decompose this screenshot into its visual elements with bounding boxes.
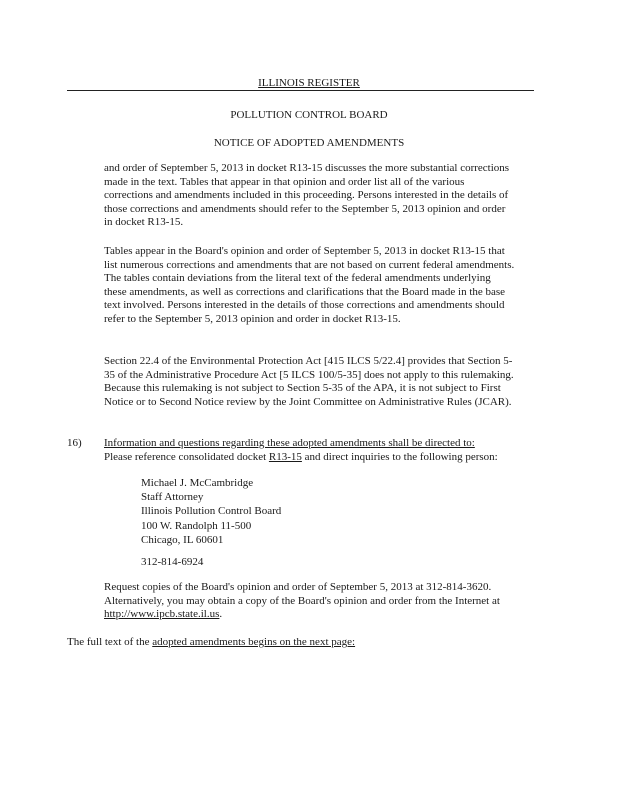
body-paragraph-3: Section 22.4 of the Environmental Protection Act [415 ILCS 5/22.4] provides that Section 5-35 of the Administrative Procedure Act [5 ILCS 100/5-35] does not apply to this rulemaking. Because this rulemaking is not subject to Section 5-35 of the APA, it is not subject to First Notice or to Second Notice review by the Joint Committee on Administrative Rules (JCAR).	[104, 355, 514, 408]
contact-city: Chicago, IL 60601	[141, 533, 224, 546]
item-number: 16)	[67, 437, 82, 449]
body-paragraph-2: Tables appear in the Board's opinion and order of September 5, 2013 in docket R13-15 that list numerous corrections and amendments that are not based on current federal amendments. The tables contain deviations from the literal text of the federal amendments underlying these amendments, as well as corrections and clarifications that the Board made in the base text involved. Persons interested in the details of those corrections and amendments should refer to the September 5, 2013 opinion and order in docket R13-15.	[104, 245, 515, 325]
docket-number: R13-15	[268, 450, 302, 463]
board-website-link[interactable]: http://www.ipcb.state.il.us	[104, 608, 220, 621]
contact-name: Michael J. McCambridge	[141, 477, 254, 489]
item-heading: Information and questions regarding these adopted amendments shall be directed to:	[104, 437, 475, 449]
full-text-notice: The full text of the adopted amendments begins on the next page:	[67, 636, 356, 648]
contact-org: Illinois Pollution Control Board	[141, 505, 282, 518]
item-16-body	[104, 437, 524, 464]
body-paragraph-1: and order of September 5, 2013 in docket R13-15 discusses the more substantial corrections made in the text. Tables that appear in that opinion and order list all of the various corrections and amendments included in this proceeding. Persons interested in the details of those corrections and amendments should refer to the September 5, 2013 opinion and order in docket R13-15.	[104, 162, 510, 229]
header-rule	[67, 90, 534, 91]
contact-block	[141, 476, 281, 547]
item-reference-line: Please reference consolidated docket R13-15 and direct inquiries to the following person:	[104, 450, 498, 463]
contact-street: 100 W. Randolph 11-500	[141, 519, 252, 532]
agency-title: POLLUTION CONTROL BOARD	[230, 109, 388, 121]
request-paragraph: Request copies of the Board's opinion and order of September 5, 2013 at 312-814-3620. Alternatively, you may obtain a copy of the Board's opinion and order from the Internet at http://www.ipcb.state.il.us.	[104, 581, 500, 621]
register-title: ILLINOIS REGISTER	[258, 77, 360, 89]
contact-title: Staff Attorney	[141, 491, 204, 504]
contact-phone: 312-814-6924	[141, 556, 204, 568]
notice-title: NOTICE OF ADOPTED AMENDMENTS	[213, 137, 405, 149]
